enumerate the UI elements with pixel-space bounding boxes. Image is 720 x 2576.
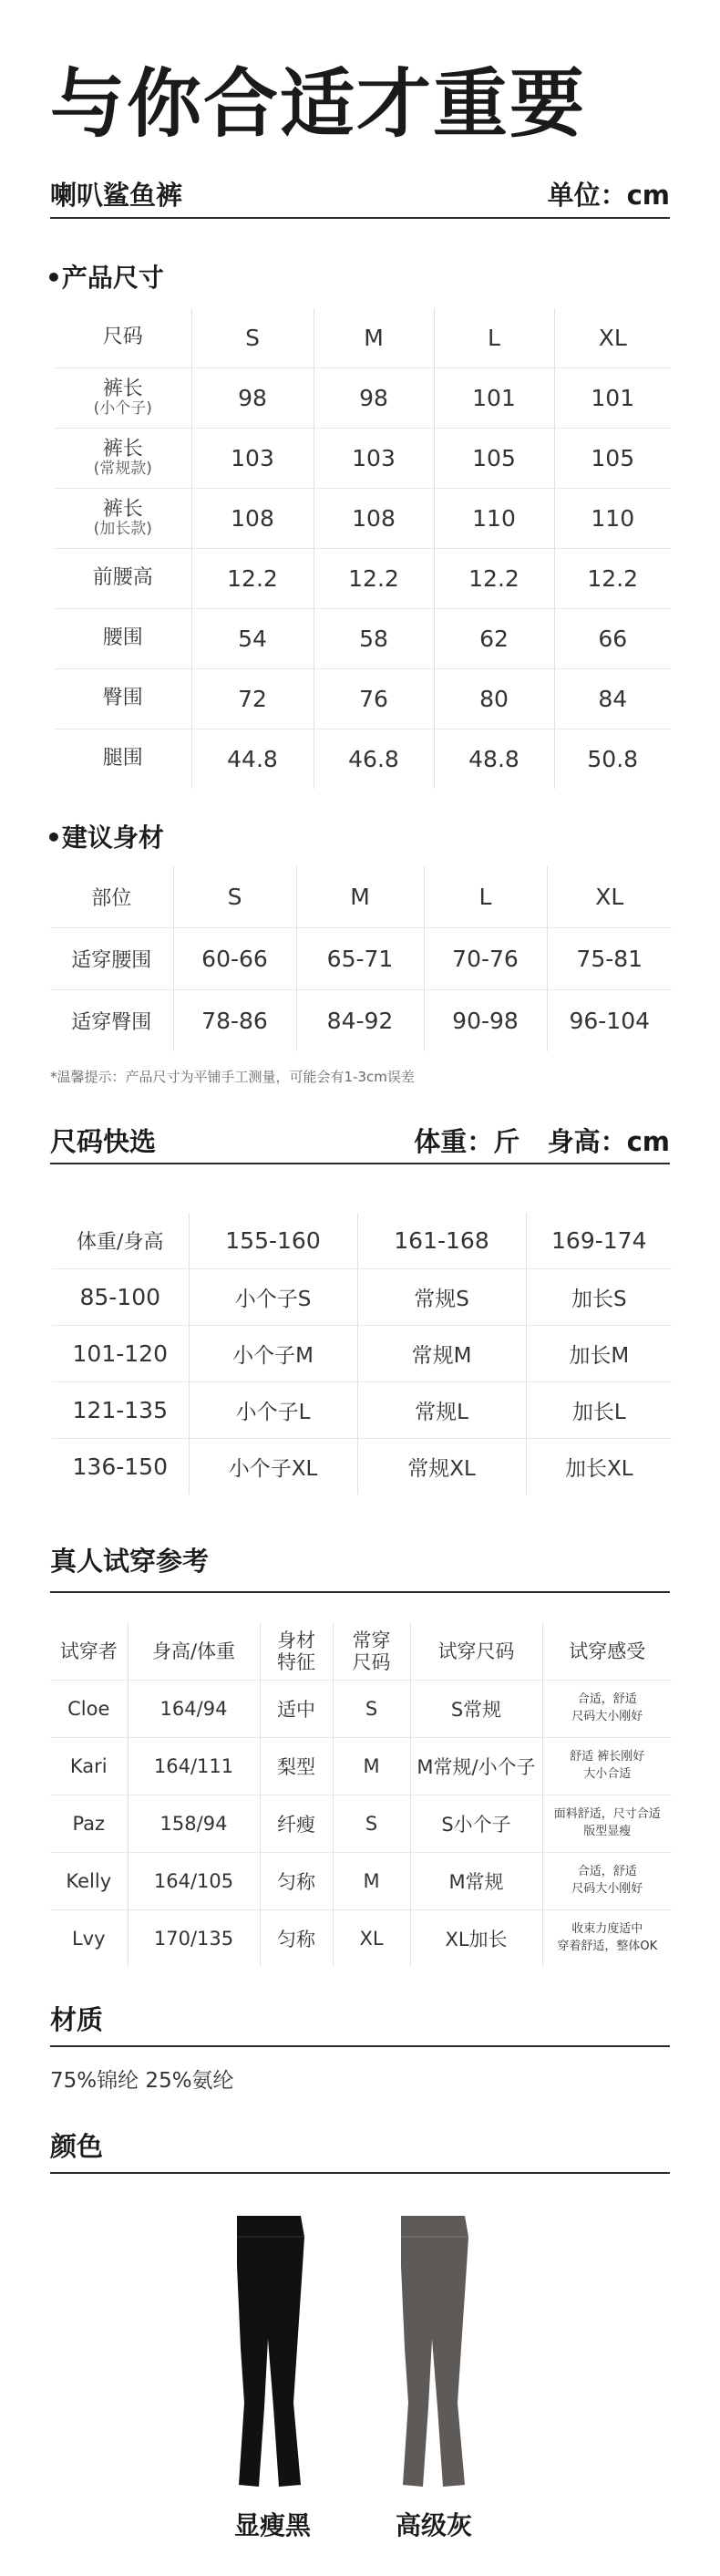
size-cell: 12.2: [554, 549, 671, 609]
size-cell: 80: [434, 669, 554, 729]
try-cell-hw: 164/94: [128, 1681, 260, 1738]
fit-cell: 70-76: [424, 928, 547, 990]
size-row-label: [55, 729, 191, 790]
size-cell: 48.8: [434, 729, 554, 790]
size-row: [55, 429, 671, 489]
quick-row-label: 121-135: [52, 1382, 189, 1439]
size-cell: 44.8: [191, 729, 314, 790]
fit-cell: 78-86: [173, 990, 296, 1052]
section-title-size: •产品尺寸: [46, 263, 164, 293]
fit-header-cell: L: [424, 866, 547, 928]
try-header-cell: 试穿者: [50, 1623, 128, 1681]
quick-row: [52, 1326, 672, 1382]
size-cell: 108: [314, 489, 434, 549]
try-cell-tried: S常规: [410, 1681, 542, 1738]
product-header: [50, 175, 670, 212]
size-cell: 105: [554, 429, 671, 489]
size-cell: 58: [314, 609, 434, 669]
size-cell: 103: [314, 429, 434, 489]
quick-cell: 常规XL: [357, 1439, 526, 1495]
size-cell: 84: [554, 669, 671, 729]
size-row: [55, 549, 671, 609]
colors-header: [50, 2126, 670, 2164]
divider: [50, 2172, 670, 2174]
size-cell: 108: [191, 489, 314, 549]
material-value: 75%锦纶 25%氨纶: [50, 2069, 234, 2093]
size-row: [55, 609, 671, 669]
fit-header-cell: 部位: [50, 866, 173, 928]
try-row: [50, 1910, 672, 1968]
quick-row: [52, 1382, 672, 1439]
color-name-grey: 高级灰: [396, 2510, 473, 2540]
size-cell: 110: [434, 489, 554, 549]
size-cell: 105: [434, 429, 554, 489]
try-on-title: 真人试穿参考: [50, 1546, 210, 1577]
quick-cell: 小个子XL: [189, 1439, 357, 1495]
page-title: 与你合适才重要: [50, 61, 587, 148]
material-title: 材质: [50, 2004, 104, 2035]
quick-row-label: 85-100: [52, 1269, 189, 1326]
quick-header-cell: 体重/身高: [52, 1213, 189, 1269]
size-cell: 98: [314, 368, 434, 429]
size-cell: 110: [554, 489, 671, 549]
size-row-label-sub: (小个子): [93, 399, 152, 419]
size-cell: 50.8: [587, 746, 639, 772]
size-cell: 103: [191, 429, 314, 489]
quick-cell: 加长L: [526, 1382, 672, 1439]
try-cell-name: Paz: [50, 1795, 128, 1853]
fit-cell: 75-81: [547, 928, 672, 990]
quick-size-units: 体重：斤 身高：cm: [414, 1126, 670, 1157]
quick-cell: 加长M: [526, 1326, 672, 1382]
divider: [50, 217, 670, 219]
size-row: [55, 669, 671, 729]
try-on-header: [50, 1541, 670, 1578]
size-row-label-main: 裤长: [102, 378, 143, 401]
size-row-label: [55, 669, 191, 729]
size-row: [55, 489, 671, 549]
try-cell-feel: 合适，舒适 尺码大小刚好: [542, 1681, 672, 1738]
quick-row: [52, 1269, 672, 1326]
quick-cell: 加长S: [526, 1269, 672, 1326]
try-cell-usual: S: [333, 1681, 410, 1738]
quick-header-cell: 161-168: [357, 1213, 526, 1269]
size-row-label-sub: (常规款): [93, 460, 152, 479]
try-cell-hw: 170/135: [128, 1910, 260, 1968]
quick-header-cell: 169-174: [526, 1213, 672, 1269]
fit-cell: 90-98: [424, 990, 547, 1052]
fit-row: [50, 990, 672, 1052]
quick-header-cell: 155-160: [189, 1213, 357, 1269]
fit-cell: 60-66: [173, 928, 296, 990]
try-cell-feel: 舒适 裤长刚好 大小合适: [542, 1738, 672, 1795]
try-cell-usual: M: [333, 1853, 410, 1910]
size-row-label: [55, 549, 191, 609]
try-row: [50, 1681, 672, 1738]
try-cell-usual: S: [333, 1795, 410, 1853]
size-header-cell: S: [191, 308, 314, 368]
size-row-label-sub: (加长款): [93, 520, 152, 539]
size-cell: 54: [191, 609, 314, 669]
fit-row-label: 适穿腰围: [50, 928, 173, 990]
divider: [50, 2045, 670, 2047]
try-cell-name: Kelly: [50, 1853, 128, 1910]
try-cell-shape: 梨型: [260, 1738, 333, 1795]
size-row: [55, 368, 671, 429]
size-header-cell: XL: [554, 308, 671, 368]
try-cell-hw: 164/105: [128, 1853, 260, 1910]
try-cell-shape: 匀称: [260, 1853, 333, 1910]
size-row-label-main: 裤长: [102, 438, 143, 461]
try-cell-tried: M常规/小个子: [410, 1738, 542, 1795]
size-cell: 76: [314, 669, 434, 729]
quick-header-row: [52, 1213, 672, 1269]
quick-cell: 常规M: [357, 1326, 526, 1382]
size-header-row: [55, 308, 671, 368]
try-row: [50, 1795, 672, 1853]
fit-cell: 84-92: [296, 990, 424, 1052]
try-cell-feel: 合适，舒适 尺码大小刚好: [542, 1853, 672, 1910]
try-header-cell: 常穿 尺码: [333, 1623, 410, 1681]
try-cell-shape: 纤瘦: [260, 1795, 333, 1853]
try-row: [50, 1853, 672, 1910]
quick-cell: 常规L: [357, 1382, 526, 1439]
try-on-table: [50, 1623, 672, 1967]
size-cell: 12.2: [434, 549, 554, 609]
try-header-cell: 身高/体重: [128, 1623, 260, 1681]
material-header: [50, 2000, 670, 2037]
try-cell-tried: S小个子: [410, 1795, 542, 1853]
size-cell: 12.2: [314, 549, 434, 609]
size-row-label: [55, 489, 191, 549]
try-cell-usual: M: [333, 1738, 410, 1795]
quick-cell: 加长XL: [564, 1457, 633, 1481]
divider: [50, 1591, 670, 1593]
size-cell: 72: [191, 669, 314, 729]
size-row: [55, 729, 671, 790]
size-cell: 101: [434, 368, 554, 429]
quick-cell: 小个子S: [189, 1269, 357, 1326]
try-cell-tried: M常规: [410, 1853, 542, 1910]
try-cell-feel: 面料舒适，尺寸合适 版型显瘦: [542, 1795, 672, 1853]
quick-cell: 小个子M: [189, 1326, 357, 1382]
size-cell: 98: [191, 368, 314, 429]
product-name: 喇叭鲨鱼裤: [50, 180, 183, 211]
section-title-fit: •建议身材: [46, 822, 164, 853]
size-row-label: [55, 609, 191, 669]
try-cell-hw: 158/94: [128, 1795, 260, 1853]
size-cell: 101: [554, 368, 671, 429]
quick-cell: 小个子L: [189, 1382, 357, 1439]
fit-row-label: 适穿臀围: [50, 990, 173, 1052]
size-table: [55, 308, 671, 789]
fit-header-cell: S: [173, 866, 296, 928]
try-cell-tried: XL加长: [410, 1910, 542, 1968]
try-cell-name: Kari: [50, 1738, 128, 1795]
size-row-label: [55, 368, 191, 429]
fit-header-cell: XL: [547, 866, 672, 928]
divider: [50, 1163, 670, 1164]
colors-title: 颜色: [50, 2131, 104, 2162]
try-cell-shape: 适中: [260, 1681, 333, 1738]
size-cell: 66: [554, 609, 671, 669]
size-row-label-main: 腿围: [102, 747, 143, 771]
size-cell: 12.2: [191, 549, 314, 609]
quick-cell: 常规S: [357, 1269, 526, 1326]
try-cell-name: Lvy: [50, 1910, 128, 1968]
size-cell: 62: [434, 609, 554, 669]
quick-row: [52, 1439, 672, 1495]
quick-row-label: 136-150: [52, 1439, 189, 1495]
try-header-cell: 试穿感受: [542, 1623, 672, 1681]
size-cell: 46.8: [314, 729, 434, 790]
size-row-label-main: 裤长: [102, 498, 143, 522]
size-header-cell: M: [314, 308, 434, 368]
size-row-label-main: 前腰高: [92, 566, 153, 590]
measurement-note: *温馨提示：产品尺寸为平铺手工测量，可能会有1-3cm误差: [50, 1069, 415, 1085]
try-header-cell: 试穿尺码: [410, 1623, 542, 1681]
quick-size-header: [50, 1122, 670, 1159]
try-cell-hw: 164/111: [128, 1738, 260, 1795]
try-cell-name: Cloe: [50, 1681, 128, 1738]
size-row-label: [55, 429, 191, 489]
try-cell-feel: 收束力度适中 穿着舒适，整体OK: [557, 1922, 658, 1953]
try-header-row: [50, 1623, 672, 1681]
swatch-black-pants: [228, 2211, 333, 2494]
size-row-label-main: 腰围: [102, 626, 143, 650]
size-header-cell: 尺码: [55, 308, 191, 368]
size-row-label-main: 臀围: [102, 687, 143, 710]
size-header-cell: L: [434, 308, 554, 368]
quick-size-title: 尺码快选: [50, 1126, 157, 1157]
fit-cell: 65-71: [296, 928, 424, 990]
fit-header-row: [50, 866, 672, 928]
color-name-black: 显瘦黑: [234, 2510, 312, 2540]
unit-label: 单位：cm: [547, 180, 670, 211]
fit-table: [50, 866, 672, 1051]
try-row: [50, 1738, 672, 1795]
fit-row: [50, 928, 672, 990]
try-header-cell: 身材 特征: [260, 1623, 333, 1681]
quick-row-label: 101-120: [52, 1326, 189, 1382]
quick-size-table: [52, 1213, 672, 1495]
fit-cell: 96-104: [569, 1008, 651, 1034]
swatch-grey-pants: [390, 2211, 495, 2494]
try-cell-usual: XL: [333, 1910, 410, 1968]
try-cell-shape: 匀称: [260, 1910, 333, 1968]
fit-header-cell: M: [296, 866, 424, 928]
